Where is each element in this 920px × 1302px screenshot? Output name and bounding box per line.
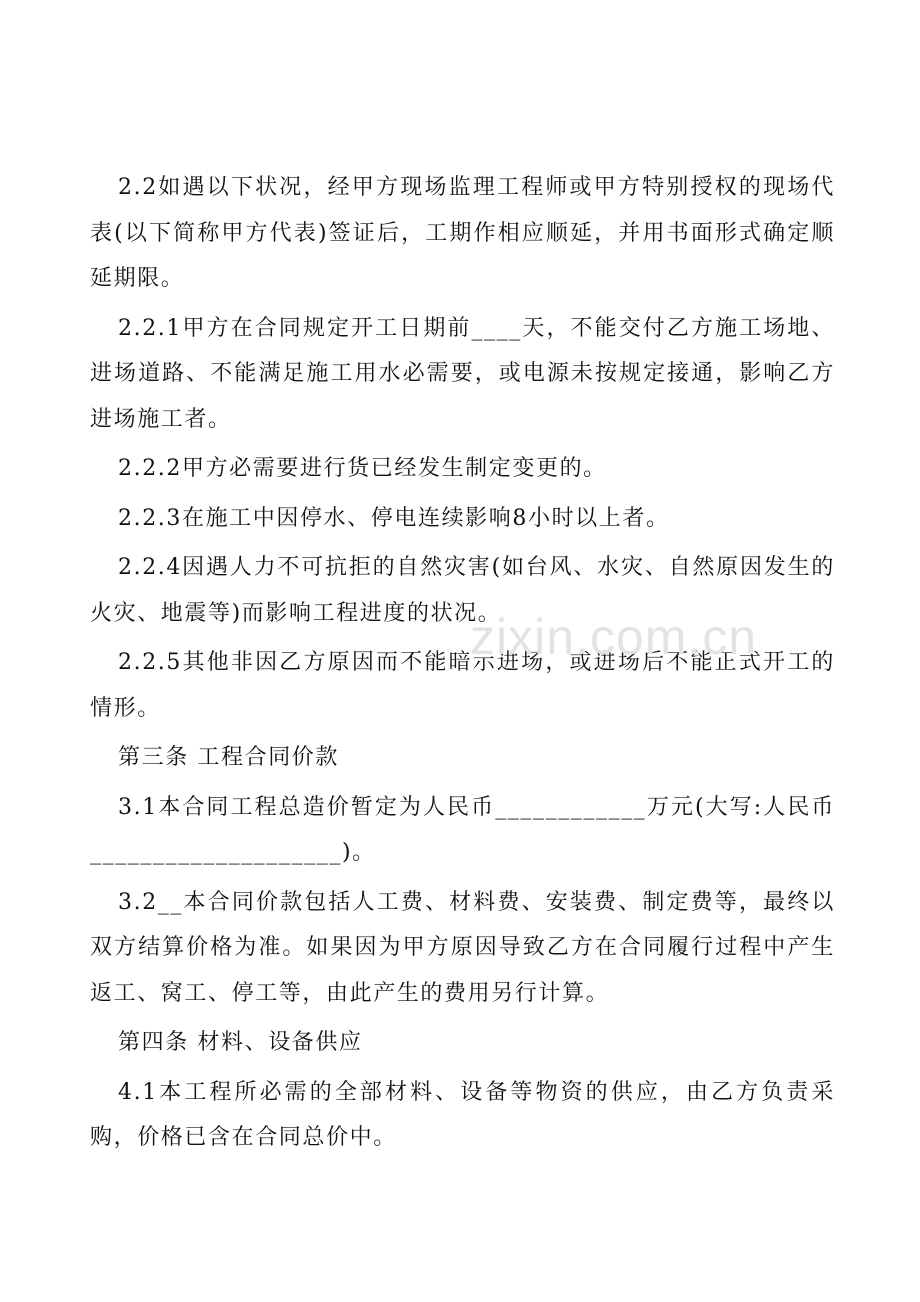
document-body <box>90 165 835 1165</box>
clause-2-2: 2.2如遇以下状况，经甲方现场监理工程师或甲方特别授权的现场代表(以下简称甲方代表)签证后，工期作相应顺延，并用书面形式确定顺延期限。 <box>90 175 835 291</box>
clause-2-2-2: 2.2.2甲方必需要进行货已经发生制定变更的。 <box>118 456 607 481</box>
watermark-text: zixin.com.cn <box>470 609 758 665</box>
clause-4-1: 4.1本工程所必需的全部材料、设备等物资的供应，由乙方负责采购，价格已含在合同总价中。 <box>90 1079 835 1150</box>
article-3-heading: 第三条 工程合同价款 <box>118 745 339 770</box>
clause-2-2-1: 2.2.1甲方在合同规定开工日期前____天，不能交付乙方施工场地、进场道路、不能满足施工用水必需要，或电源未按规定接通，影响乙方进场施工者。 <box>90 315 835 432</box>
clause-3-1: 3.1本合同工程总造价暂定为人民币____________万元(大写:人民币____________________)。 <box>90 794 835 865</box>
clause-2-2-5: 2.2.5其他非因乙方原因而不能暗示进场，或进场后不能正式开工的情形。 <box>90 650 835 721</box>
clause-2-2-3: 2.2.3在施工中因停水、停电连续影响8小时以上者。 <box>118 505 670 531</box>
article-4-heading: 第四条 材料、设备供应 <box>118 1030 363 1055</box>
clause-3-2: 3.2__本合同价款包括人工费、材料费、安装费、制定费等，最终以双方结算价格为准。如果因为甲方原因导致乙方在合同履行过程中产生返工、窝工、停工等，由此产生的费用另行计算。 <box>90 889 835 1006</box>
clause-2-2-4: 2.2.4因遇人力不可抗拒的自然灾害(如台风、水灾、自然原因发生的火灾、地震等)而影响工程进度的状况。 <box>90 555 835 626</box>
